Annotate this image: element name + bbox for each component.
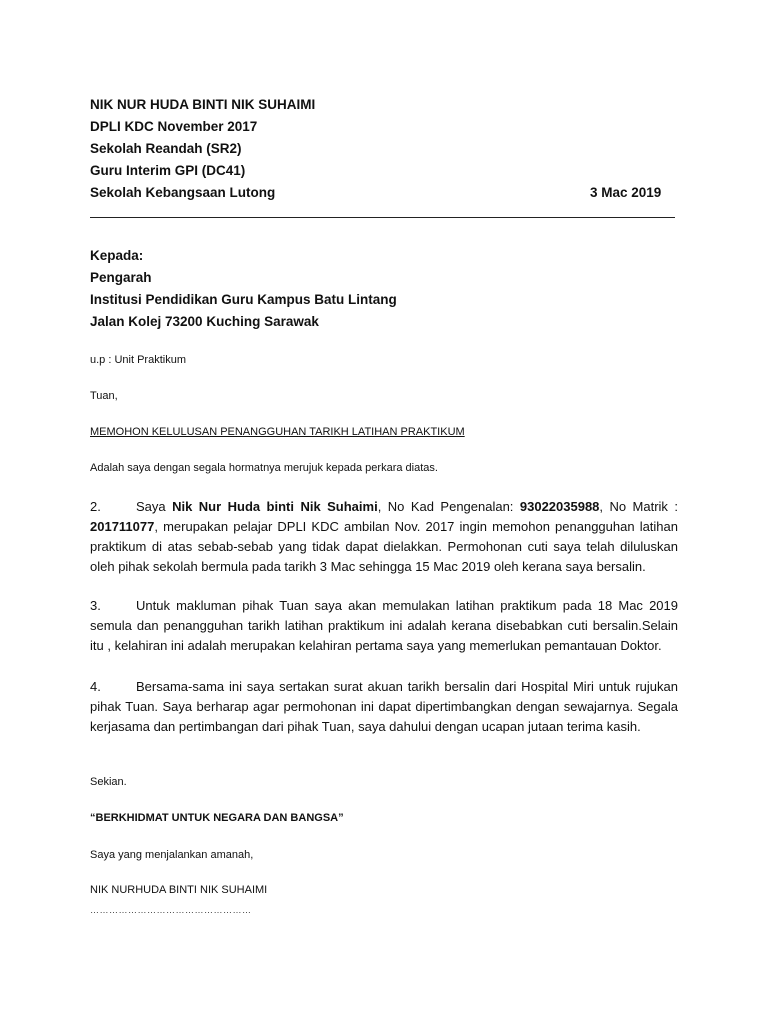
sender-program: DPLI KDC November 2017 — [90, 119, 258, 134]
recipient-address: Jalan Kolej 73200 Kuching Sarawak — [90, 314, 319, 329]
paragraph-segment: Bersama-sama ini saya sertakan surat akuan tarikh bersalin dari Hospital Miri untuk rujukan pihak Tuan. Saya berharap agar permohonan ini dapat dipertimbangkan dengan sewajarnya. Segala kerjasama dan pertimbangan dari pihak Tuan, saya dahului dengan ucapan jutaan terima kasih. — [90, 679, 678, 734]
salutation: Tuan, — [90, 390, 118, 402]
sender-position: Guru Interim GPI (DC41) — [90, 163, 246, 178]
paragraph-number: 2. — [90, 499, 101, 514]
paragraph-4 — [90, 677, 678, 737]
paragraph-segment: , No Kad Pengenalan: — [377, 499, 520, 514]
paragraph-number: 3. — [90, 598, 101, 613]
paragraph-segment: Saya — [136, 499, 173, 514]
paragraph-segment: 93022035988 — [519, 499, 600, 514]
paragraph-segment: , No Matrik : — [599, 499, 678, 514]
header-divider — [90, 217, 675, 218]
motto: “BERKHIDMAT UNTUK NEGARA DAN BANGSA” — [90, 812, 344, 824]
signature-name: NIK NURHUDA BINTI NIK SUHAIMI — [90, 884, 268, 896]
sender-name: NIK NUR HUDA BINTI NIK SUHAIMI — [90, 97, 316, 112]
sender-school: Sekolah Kebangsaan Lutong — [90, 185, 276, 200]
opening-line: Adalah saya dengan segala hormatnya merujuk kepada perkara diatas. — [90, 462, 438, 474]
recipient-institution: Institusi Pendidikan Guru Kampus Batu Lintang — [90, 292, 397, 307]
attention-line: u.p : Unit Praktikum — [90, 354, 186, 366]
sender-school-level: Sekolah Reandah (SR2) — [90, 141, 242, 156]
letter-date: 3 Mac 2019 — [590, 185, 662, 200]
paragraph-segment: , merupakan pelajar DPLI KDC ambilan Nov. 2017 ingin memohon penangguhan latihan praktikum di atas sebab-sebab yang tidak dapat dielakkan. Permohonan cuti saya telah diluluskan oleh pihak sekolah bermula pada tarikh 3 Mac sehingga 15 Mac 2019 oleh kerana saya bersalin. — [90, 519, 678, 574]
paragraph-segment: Nik Nur Huda binti Nik Suhaimi — [172, 499, 378, 514]
subject-line: MEMOHON KELULUSAN PENANGGUHAN TARIKH LATIHAN PRAKTIKUM — [90, 426, 465, 438]
paragraph-number: 4. — [90, 679, 101, 694]
signoff: Saya yang menjalankan amanah, — [90, 849, 254, 861]
signature-line: …………………………………………… — [90, 905, 252, 915]
paragraph-segment: 201711077 — [90, 519, 155, 534]
paragraph-2 — [90, 497, 678, 577]
closing: Sekian. — [90, 776, 127, 788]
recipient-title: Pengarah — [90, 270, 152, 285]
paragraph-3 — [90, 596, 678, 656]
paragraph-segment: Untuk makluman pihak Tuan saya akan memulakan latihan praktikum pada 18 Mac 2019 semula dan penangguhan tarikh latihan praktikum ini adalah kerana disebabkan cuti bersalin.Selain itu , kelahiran ini adalah merupakan kelahiran pertama saya yang memerlukan pemantauan Doktor. — [90, 598, 678, 653]
recipient-to-label: Kepada: — [90, 248, 144, 263]
